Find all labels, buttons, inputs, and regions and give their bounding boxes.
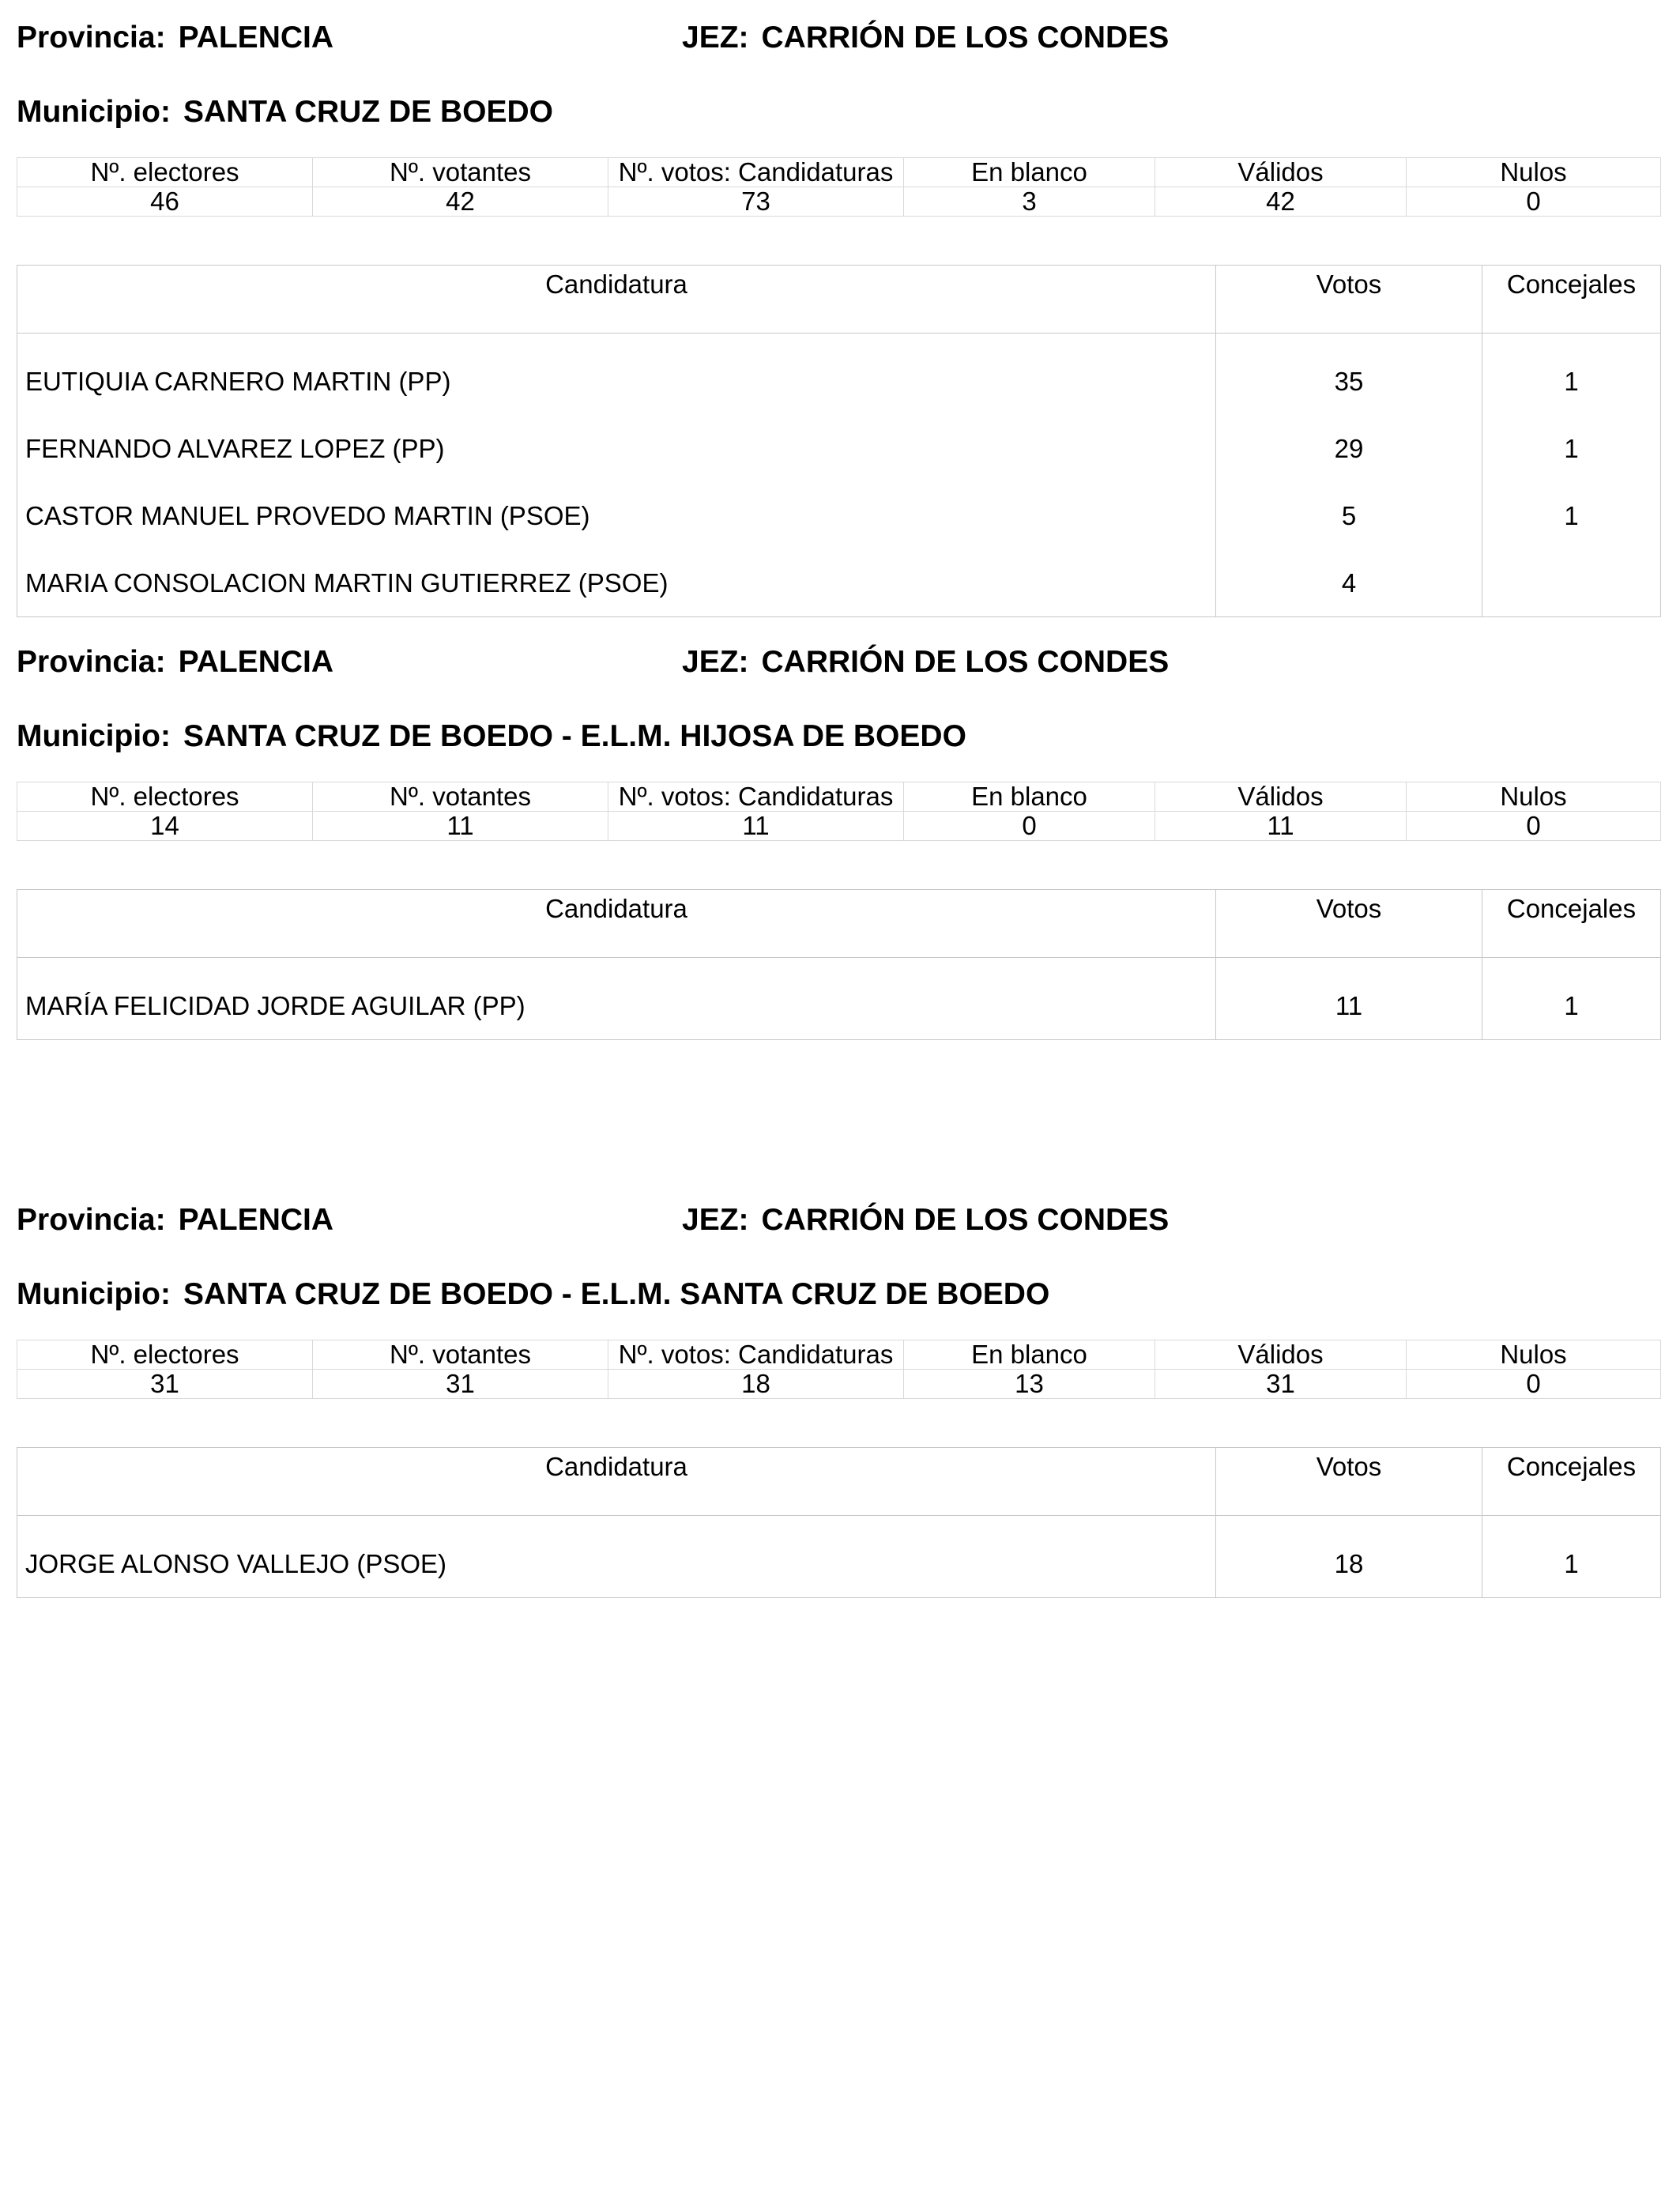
votos-header: Votos [1216, 1448, 1482, 1516]
votos-header: Votos [1216, 890, 1482, 958]
provincia-label: Provincia: [17, 21, 166, 55]
candidate-name: JORGE ALONSO VALLEJO (PSOE) [17, 1516, 1216, 1598]
candidate-votes: 5 [1216, 482, 1482, 549]
candidatura-header: Candidatura [17, 1448, 1216, 1516]
candidate-councillors: 1 [1482, 958, 1661, 1040]
candidates-header-row [17, 266, 1661, 334]
candidate-row [17, 958, 1661, 1040]
stats-value-row [17, 1370, 1661, 1399]
stats-header-cell: En blanco [904, 158, 1155, 187]
candidate-name: EUTIQUIA CARNERO MARTIN (PP) [17, 334, 1216, 416]
stats-value-cell: 11 [1155, 812, 1407, 841]
candidate-votes: 29 [1216, 415, 1482, 482]
stats-header-cell: Nº. votos: Candidaturas [608, 1340, 904, 1370]
candidate-row [17, 549, 1661, 617]
stats-value-cell: 11 [608, 812, 904, 841]
stats-header-cell: Nº. votantes [313, 158, 608, 187]
stats-header-cell: En blanco [904, 782, 1155, 812]
stats-table [17, 157, 1661, 217]
stats-header-cell: Nº. votos: Candidaturas [608, 782, 904, 812]
candidate-councillors: 1 [1482, 1516, 1661, 1598]
candidate-row [17, 415, 1661, 482]
candidate-row [17, 334, 1661, 416]
provincia-label: Provincia: [17, 645, 166, 679]
candidates-table [17, 1447, 1661, 1598]
concejales-header: Concejales [1482, 266, 1661, 334]
stats-header-row [17, 158, 1661, 187]
stats-header-cell: Nº. votos: Candidaturas [608, 158, 904, 187]
jez-value: CARRIÓN DE LOS CONDES [761, 645, 1170, 679]
stats-value-cell: 3 [904, 187, 1155, 217]
candidate-councillors: 1 [1482, 415, 1661, 482]
stats-header-cell: Válidos [1155, 158, 1407, 187]
stats-value-cell: 31 [313, 1370, 608, 1399]
stats-header-row [17, 1340, 1661, 1370]
jez-label: JEZ: [682, 21, 749, 55]
stats-header-cell: Nº. electores [17, 158, 313, 187]
stats-header-cell: Válidos [1155, 782, 1407, 812]
candidate-votes: 35 [1216, 334, 1482, 416]
stats-header-cell: Nulos [1407, 1340, 1661, 1370]
stats-value-cell: 14 [17, 812, 313, 841]
candidate-name: MARIA CONSOLACION MARTIN GUTIERREZ (PSOE) [17, 549, 1216, 617]
candidate-councillors [1482, 549, 1661, 617]
stats-value-cell: 0 [1407, 187, 1661, 217]
provincia-value: PALENCIA [178, 645, 334, 679]
stats-header-cell: Nº. electores [17, 782, 313, 812]
stats-header-cell: Nº. votantes [313, 1340, 608, 1370]
candidate-name: CASTOR MANUEL PROVEDO MARTIN (PSOE) [17, 482, 1216, 549]
candidate-row [17, 482, 1661, 549]
jez-label: JEZ: [682, 1203, 749, 1237]
provincia-value: PALENCIA [178, 21, 334, 55]
stats-header-cell: Nulos [1407, 158, 1661, 187]
stats-table [17, 1340, 1661, 1399]
jez-heading [682, 17, 1169, 59]
municipio-heading [17, 715, 966, 758]
stats-value-cell: 0 [1407, 812, 1661, 841]
stats-value-cell: 42 [1155, 187, 1407, 217]
candidate-councillors: 1 [1482, 334, 1661, 416]
jez-value: CARRIÓN DE LOS CONDES [761, 21, 1170, 55]
municipio-heading [17, 91, 553, 134]
municipio-value: SANTA CRUZ DE BOEDO - E.L.M. SANTA CRUZ DE BOEDO [183, 1277, 1050, 1311]
provincia-heading [17, 641, 333, 684]
stats-header-cell: Válidos [1155, 1340, 1407, 1370]
provincia-heading [17, 1199, 333, 1242]
stats-value-cell: 42 [313, 187, 608, 217]
stats-value-cell: 13 [904, 1370, 1155, 1399]
municipio-value: SANTA CRUZ DE BOEDO [183, 95, 553, 129]
candidates-header-row [17, 890, 1661, 958]
stats-value-cell: 11 [313, 812, 608, 841]
stats-value-cell: 31 [17, 1370, 313, 1399]
candidates-header-row [17, 1448, 1661, 1516]
candidate-row [17, 1516, 1661, 1598]
stats-table [17, 782, 1661, 841]
provincia-heading [17, 17, 333, 59]
candidate-votes: 18 [1216, 1516, 1482, 1598]
municipio-label: Municipio: [17, 95, 171, 129]
candidate-name: MARÍA FELICIDAD JORDE AGUILAR (PP) [17, 958, 1216, 1040]
jez-heading [682, 1199, 1169, 1242]
municipio-value: SANTA CRUZ DE BOEDO - E.L.M. HIJOSA DE BOEDO [183, 719, 966, 753]
candidates-table [17, 889, 1661, 1040]
jez-heading [682, 641, 1169, 684]
stats-header-cell: Nº. votantes [313, 782, 608, 812]
candidatura-header: Candidatura [17, 266, 1216, 334]
municipio-label: Municipio: [17, 719, 171, 753]
stats-value-cell: 73 [608, 187, 904, 217]
stats-header-cell: Nº. electores [17, 1340, 313, 1370]
jez-label: JEZ: [682, 645, 749, 679]
municipio-label: Municipio: [17, 1277, 171, 1311]
candidates-table [17, 265, 1661, 617]
candidate-councillors: 1 [1482, 482, 1661, 549]
stats-value-cell: 0 [1407, 1370, 1661, 1399]
stats-value-cell: 18 [608, 1370, 904, 1399]
jez-value: CARRIÓN DE LOS CONDES [761, 1203, 1170, 1237]
stats-header-cell: En blanco [904, 1340, 1155, 1370]
candidate-votes: 4 [1216, 549, 1482, 617]
stats-header-cell: Nulos [1407, 782, 1661, 812]
candidate-votes: 11 [1216, 958, 1482, 1040]
stats-header-row [17, 782, 1661, 812]
stats-value-row [17, 812, 1661, 841]
votos-header: Votos [1216, 266, 1482, 334]
candidatura-header: Candidatura [17, 890, 1216, 958]
concejales-header: Concejales [1482, 890, 1661, 958]
candidate-name: FERNANDO ALVAREZ LOPEZ (PP) [17, 415, 1216, 482]
concejales-header: Concejales [1482, 1448, 1661, 1516]
stats-value-cell: 31 [1155, 1370, 1407, 1399]
stats-value-row [17, 187, 1661, 217]
municipio-heading [17, 1273, 1049, 1316]
stats-value-cell: 0 [904, 812, 1155, 841]
provincia-value: PALENCIA [178, 1203, 334, 1237]
provincia-label: Provincia: [17, 1203, 166, 1237]
stats-value-cell: 46 [17, 187, 313, 217]
